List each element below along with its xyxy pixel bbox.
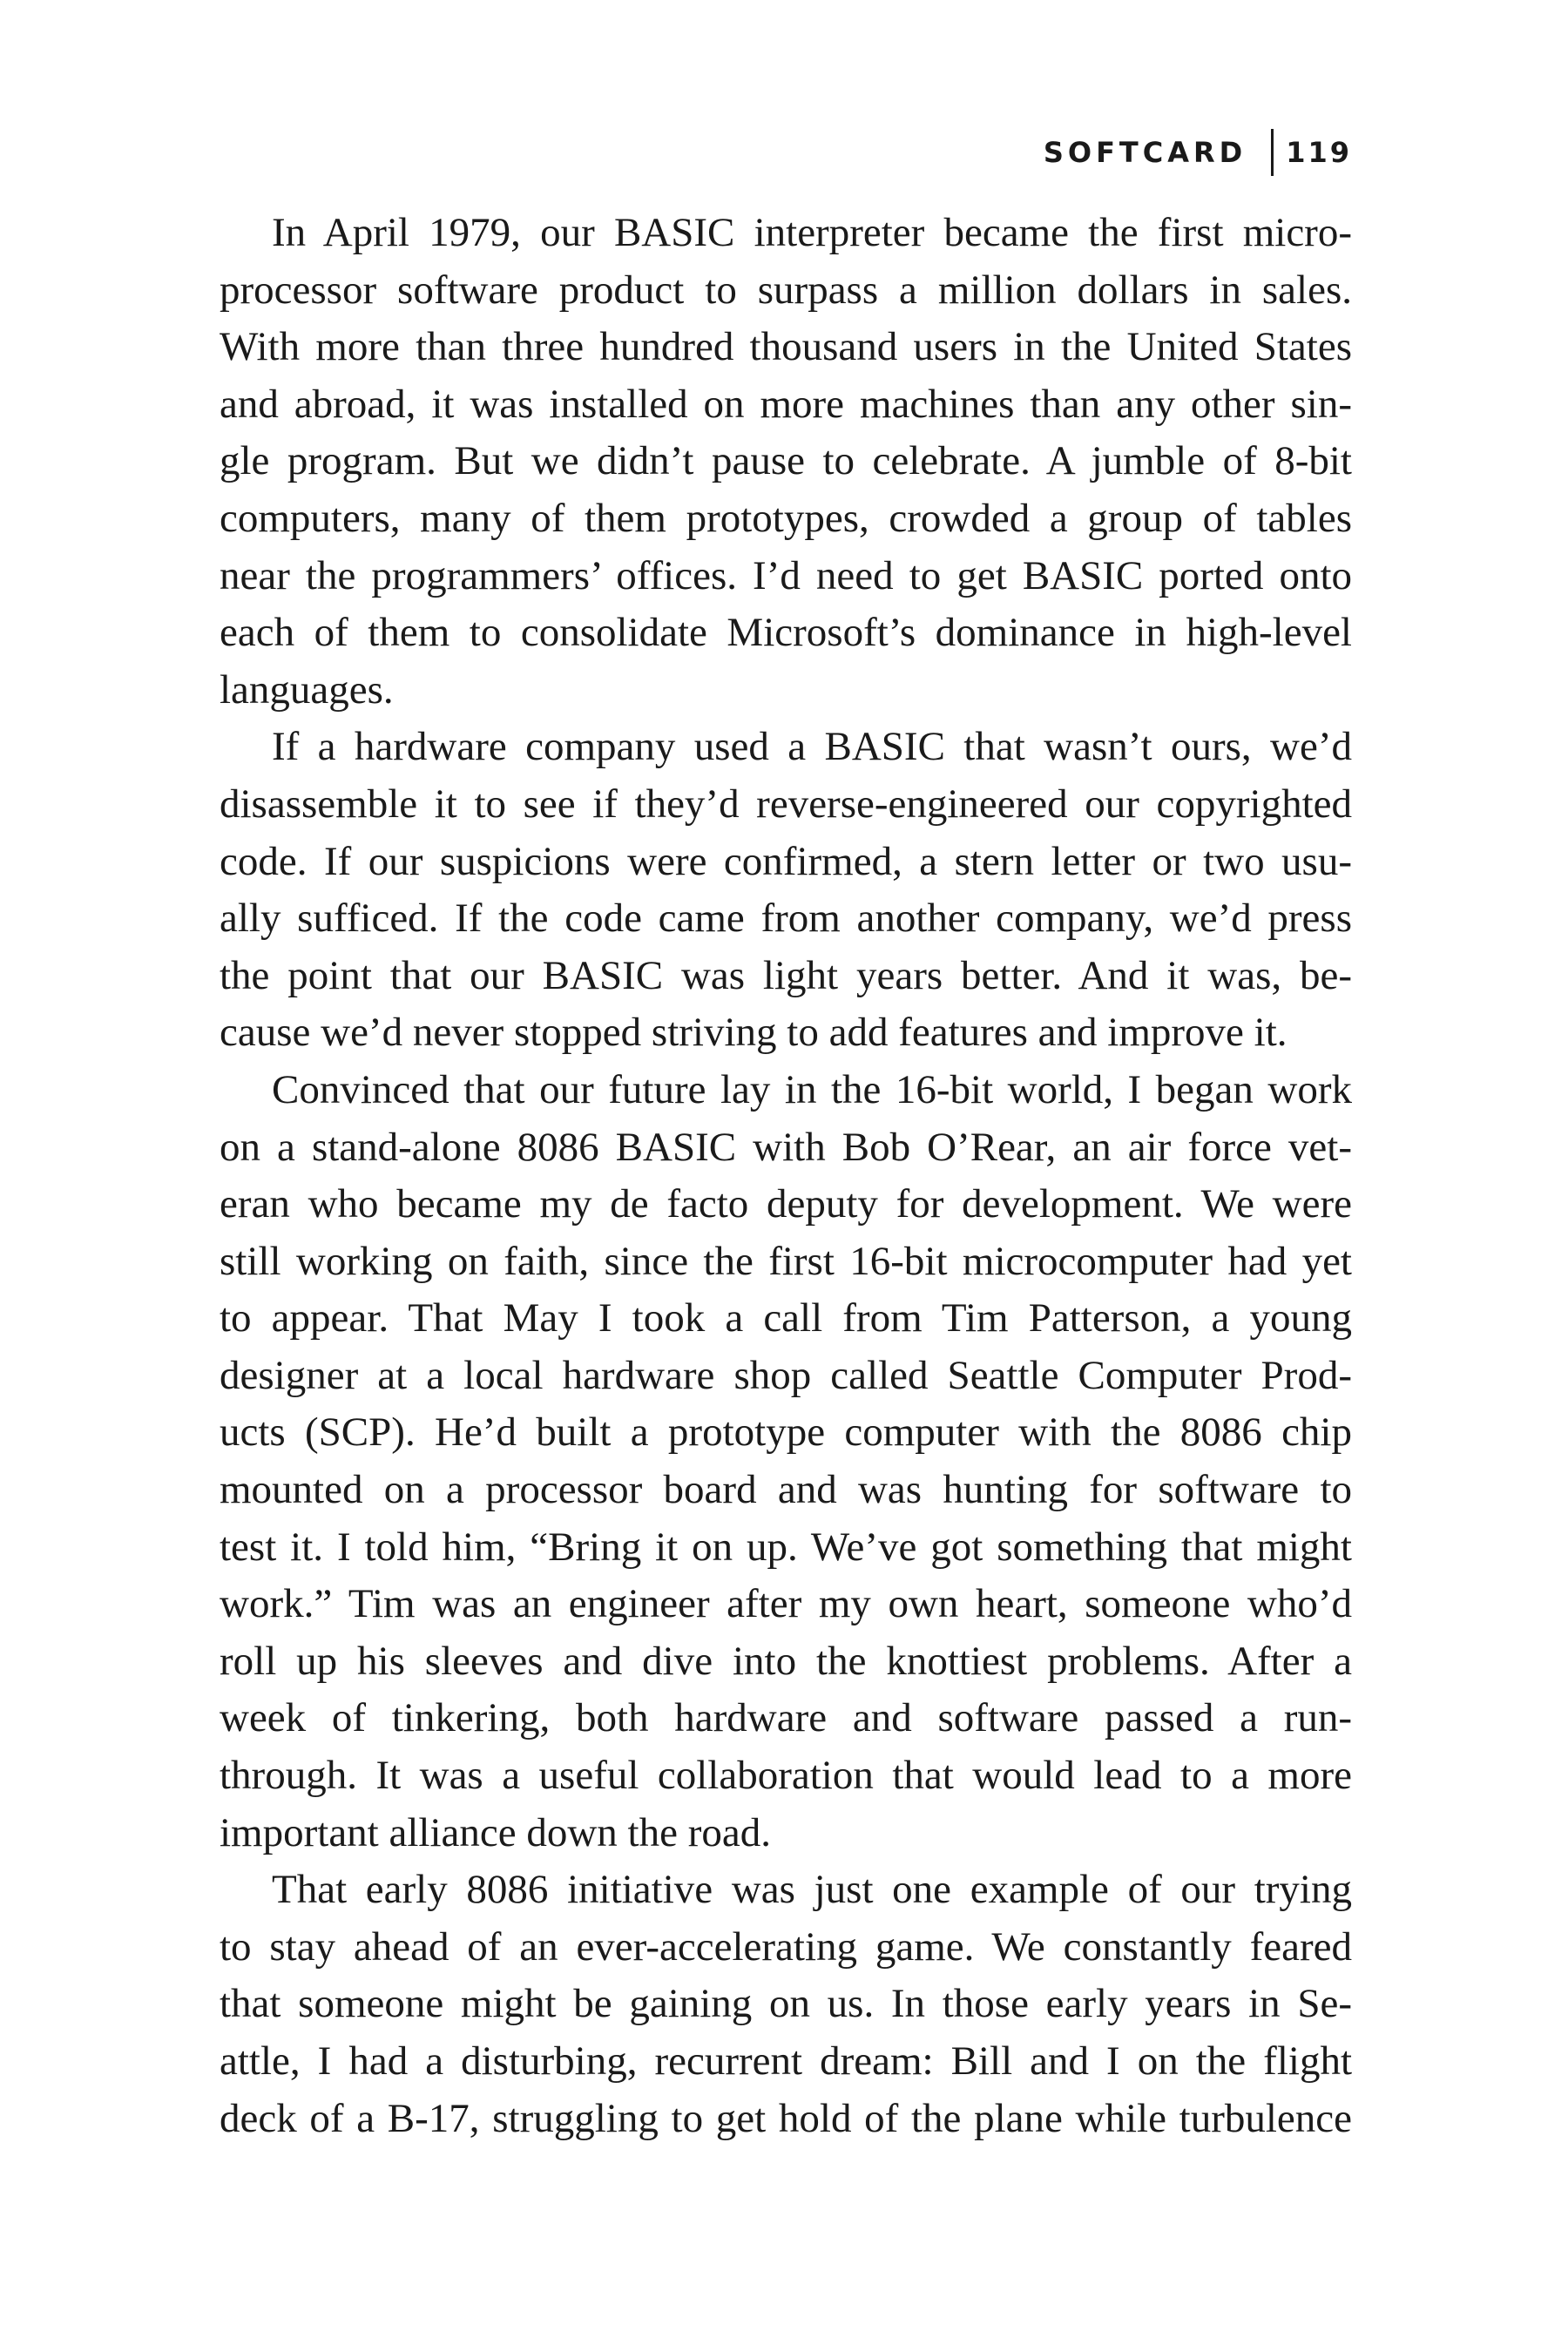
text-line: each of them to consolidate Microsoft’s dominance in high-level	[220, 610, 1352, 656]
text-line: If a hardware company used a BASIC that wasn’t ours, we’d	[272, 724, 1352, 770]
text-line: and abroad, it was installed on more machines than any other sin-	[220, 381, 1352, 427]
text-line: work.” Tim was an engineer after my own heart, someone who’d	[220, 1581, 1352, 1627]
text-line: mounted on a processor board and was hunting for software to	[220, 1467, 1352, 1513]
text-line: eran who became my de facto deputy for development. We were	[220, 1181, 1352, 1227]
text-line: to stay ahead of an ever-accelerating game. We constantly feared	[220, 1923, 1352, 1970]
text-line: designer at a local hardware shop called Seattle Computer Prod-	[220, 1352, 1352, 1398]
page-number: 119	[1286, 136, 1352, 169]
text-line: week of tinkering, both hardware and software passed a run-	[220, 1695, 1352, 1741]
text-line: disassemble it to see if they’d reverse-engineered our copyrighted	[220, 781, 1352, 827]
text-line: attle, I had a disturbing, recurrent dream: Bill and I on the flight	[220, 2038, 1352, 2084]
text-line: roll up his sleeves and dive into the knottiest problems. After a	[220, 1638, 1352, 1684]
text-line: on a stand-alone 8086 BASIC with Bob O’Rear, an air force vet-	[220, 1124, 1352, 1170]
text-line: gle program. But we didn’t pause to celebrate. A jumble of 8-bit	[220, 438, 1352, 484]
text-line: deck of a B-17, struggling to get hold of the plane while turbulence	[220, 2095, 1352, 2141]
paragraph	[220, 1062, 1352, 1862]
text-line: near the programmers’ offices. I’d need to get BASIC ported onto	[220, 552, 1352, 598]
paragraph	[220, 719, 1352, 1062]
paragraph	[220, 1862, 1352, 2147]
text-line: still working on faith, since the first 16-bit microcomputer had yet	[220, 1238, 1352, 1284]
text-line: computers, many of them prototypes, crowded a group of tables	[220, 495, 1352, 541]
text-line: through. It was a useful collaboration that would lead to a more	[220, 1753, 1352, 1799]
paragraph	[220, 205, 1352, 719]
text-line: That early 8086 initiative was just one example of our trying	[272, 1867, 1352, 1913]
text-line: In April 1979, our BASIC interpreter became the first micro-	[272, 210, 1352, 255]
text-line: With more than three hundred thousand users in the United States	[220, 324, 1352, 370]
text-line: cause we’d never stopped striving to add features and improve it.	[220, 1010, 1288, 1056]
text-line: important alliance down the road.	[220, 1809, 771, 1855]
text-line: processor software product to surpass a million dollars in sales.	[220, 267, 1352, 313]
text-line: ally sufficed. If the code came from another company, we’d press	[220, 896, 1352, 942]
text-line: Convinced that our future lay in the 16-bit world, I began work	[272, 1066, 1352, 1112]
body-text	[220, 205, 1352, 2147]
text-line: code. If our suspicions were confirmed, a stern letter or two usu-	[220, 838, 1352, 884]
text-line: to appear. That May I took a call from Tim Patterson, a young	[220, 1295, 1352, 1342]
running-head	[1044, 129, 1352, 176]
text-line: ucts (SCP). He’d built a prototype computer with the 8086 chip	[220, 1409, 1352, 1456]
text-line: that someone might be gaining on us. In those early years in Se-	[220, 1981, 1352, 2027]
text-line: test it. I told him, “Bring it on up. We’ve got something that might	[220, 1524, 1352, 1570]
text-line: languages.	[220, 666, 394, 713]
text-line: the point that our BASIC was light years better. And it was, be-	[220, 952, 1352, 998]
running-head-title: SOFTCARD	[1043, 136, 1247, 169]
